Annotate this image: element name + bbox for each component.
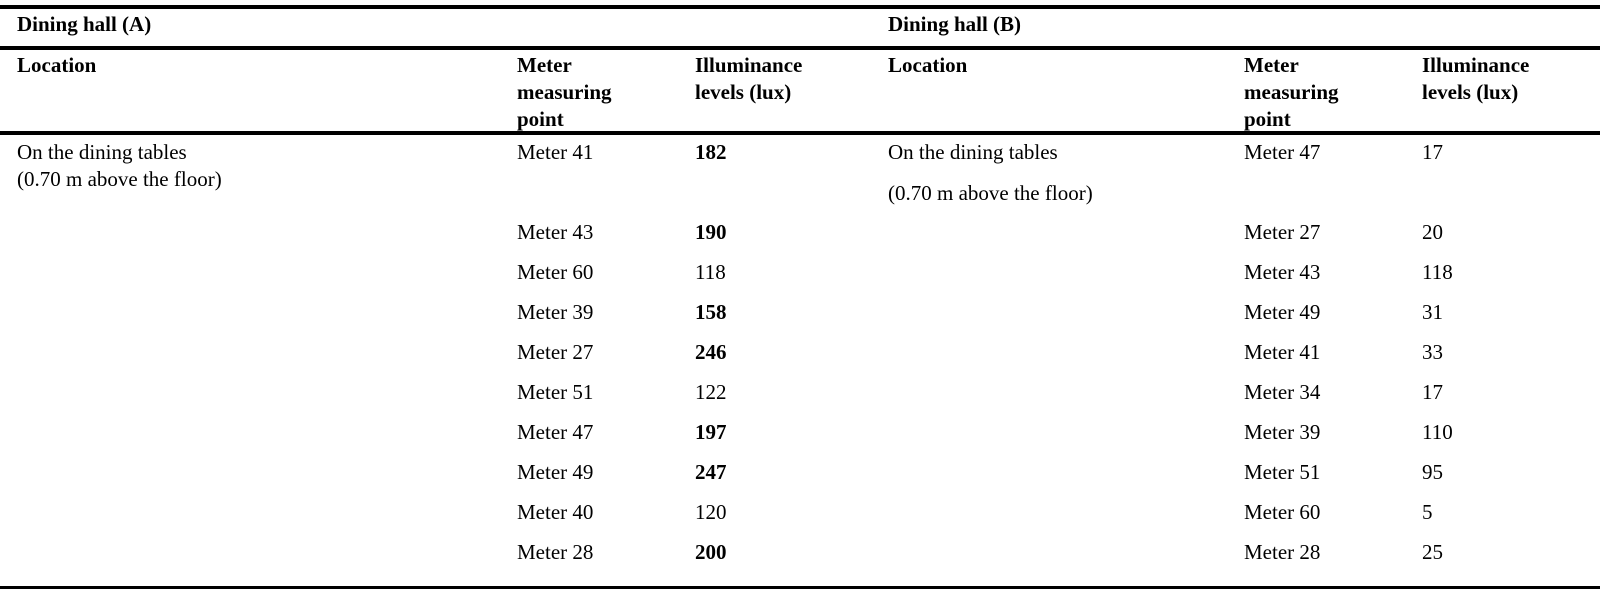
meter-point-a-8: Meter 49 [517, 460, 594, 484]
illuminance-value-a-6: 122 [695, 380, 727, 404]
header-rule [0, 46, 1600, 50]
header-illuminance-b-line1: Illuminance [1422, 53, 1530, 77]
location-a-line1: On the dining tables [17, 140, 187, 164]
header-meter-a-line2: measuring [517, 80, 612, 104]
meter-point-a-4: Meter 39 [517, 300, 594, 324]
meter-point-a-1: Meter 41 [517, 140, 594, 164]
meter-point-b-3: Meter 43 [1244, 260, 1321, 284]
illuminance-value-b-4: 31 [1422, 300, 1443, 324]
illuminance-value-a-3: 118 [695, 260, 726, 284]
illuminance-value-b-8: 95 [1422, 460, 1443, 484]
header-location-a: Location [17, 53, 97, 77]
location-b-line2: (0.70 m above the floor) [888, 181, 1093, 205]
header-location-b: Location [888, 53, 968, 77]
illuminance-value-a-4: 158 [695, 300, 727, 324]
meter-point-a-6: Meter 51 [517, 380, 594, 404]
hall-a-title: Dining hall (A) [17, 12, 152, 36]
meter-point-a-3: Meter 60 [517, 260, 594, 284]
header-meter-b-line1: Meter [1244, 53, 1299, 77]
illuminance-value-a-7: 197 [695, 420, 727, 444]
illuminance-value-a-8: 247 [695, 460, 727, 484]
illuminance-value-a-1: 182 [695, 140, 727, 164]
meter-point-b-10: Meter 28 [1244, 540, 1321, 564]
header-meter-a-line1: Meter [517, 53, 572, 77]
illuminance-value-b-6: 17 [1422, 380, 1443, 404]
header-meter-a-line3: point [517, 107, 564, 131]
illuminance-value-b-3: 118 [1422, 260, 1453, 284]
meter-point-a-10: Meter 28 [517, 540, 594, 564]
meter-point-a-9: Meter 40 [517, 500, 594, 524]
illuminance-value-b-5: 33 [1422, 340, 1443, 364]
meter-point-b-6: Meter 34 [1244, 380, 1321, 404]
header-illuminance-a-line1: Illuminance [695, 53, 803, 77]
meter-point-b-2: Meter 27 [1244, 220, 1321, 244]
location-a-line2: (0.70 m above the floor) [17, 167, 222, 191]
header-meter-b-line3: point [1244, 107, 1291, 131]
header-illuminance-a-line2: levels (lux) [695, 80, 792, 104]
illuminance-value-b-2: 20 [1422, 220, 1443, 244]
illuminance-value-a-2: 190 [695, 220, 727, 244]
illuminance-value-a-10: 200 [695, 540, 727, 564]
hall-b-title: Dining hall (B) [888, 12, 1022, 36]
meter-point-a-2: Meter 43 [517, 220, 594, 244]
illuminance-value-b-10: 25 [1422, 540, 1443, 564]
bottom-rule [0, 586, 1600, 589]
location-b-line1: On the dining tables [888, 140, 1058, 164]
illuminance-value-b-7: 110 [1422, 420, 1453, 444]
meter-point-b-7: Meter 39 [1244, 420, 1321, 444]
top-rule [0, 5, 1600, 9]
meter-point-b-9: Meter 60 [1244, 500, 1321, 524]
meter-point-b-5: Meter 41 [1244, 340, 1321, 364]
header-illuminance-b-line2: levels (lux) [1422, 80, 1519, 104]
meter-point-b-1: Meter 47 [1244, 140, 1321, 164]
meter-point-b-4: Meter 49 [1244, 300, 1321, 324]
illuminance-value-b-1: 17 [1422, 140, 1443, 164]
column-header-rule [0, 131, 1600, 135]
meter-point-a-7: Meter 47 [517, 420, 594, 444]
illuminance-value-a-5: 246 [695, 340, 727, 364]
illuminance-value-b-9: 5 [1422, 500, 1433, 524]
illuminance-value-a-9: 120 [695, 500, 727, 524]
meter-point-a-5: Meter 27 [517, 340, 594, 364]
header-meter-b-line2: measuring [1244, 80, 1339, 104]
meter-point-b-8: Meter 51 [1244, 460, 1321, 484]
